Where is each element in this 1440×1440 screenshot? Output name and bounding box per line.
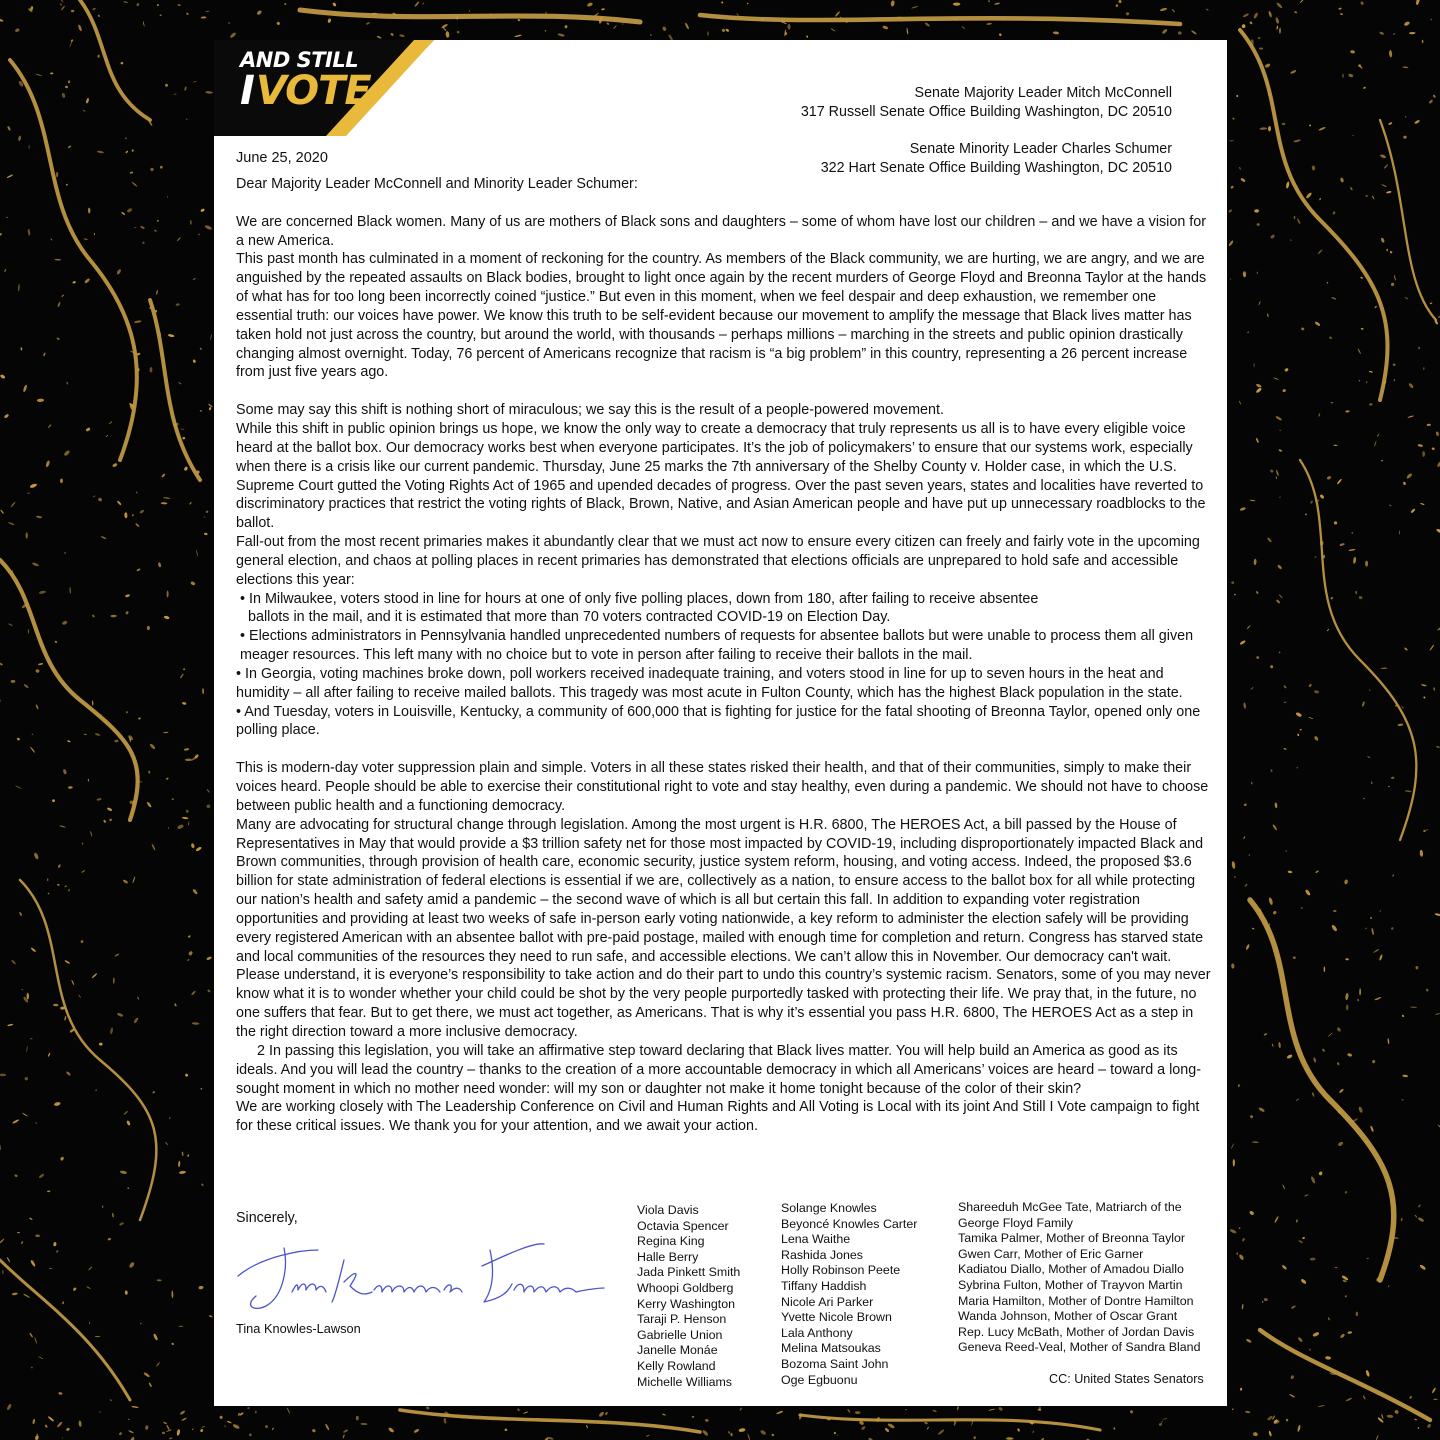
signatory-name: Wanda Johnson, Mother of Oscar Grant (958, 1309, 1178, 1324)
signatory-name: Sybrina Fulton, Mother of Trayvon Martin (958, 1277, 1183, 1292)
signatory-name: Gabrielle Union (637, 1327, 723, 1342)
signatory-name: Nicole Ari Parker (781, 1294, 874, 1309)
signatory-name: Holly Robinson Peete (781, 1263, 901, 1278)
paragraph: Please understand, it is everyone’s responsibility to take action and do their part to undo this country’s systemic racism. Senators, some of you may never know what it is to wonder whether your child could be shot by the very people purportedly tasked with protecting their life. We pray that, in the future, no one suffers that fear. But to get there, we must act together, as Americans. That is why it’s essential you pass H.R. 6800, The HEROES Act as a step in the right direction toward a more inclusive democracy. (236, 967, 1211, 1040)
handwritten-signature (232, 1236, 612, 1316)
paragraph: 2 In passing this legislation, you will take an affirmative step toward declaring that Black lives matter. You will help build an America as good as its ideals. And you will lead the country – thanks to the creation of a more accountable democracy in which all Americans’ voices are heard – toward a long-sought moment in which no mother need wonder: will my son or daughter not make it home tonight because of the color of their skin? (236, 1042, 1202, 1097)
bullet-item: • Elections administrators in Pennsylvania handled unprecedented numbers of requests for absentee ballots but were unable to process them all given meager resources. This left many with no choice but to vote in person after failing to receive their ballots in the mail. (240, 628, 1194, 664)
signatory-name: Kerry Washington (637, 1296, 736, 1311)
signatory-name: Kadiatou Diallo, Mother of Amadou Diallo (958, 1262, 1184, 1277)
signatory-name: Kelly Rowland (637, 1358, 716, 1373)
signatory-name: Lala Anthony (781, 1325, 853, 1340)
signatory-name: Michelle Williams (637, 1374, 733, 1389)
signatories-column-1 (637, 1203, 740, 1390)
signatories-column-3 (958, 1200, 1200, 1356)
paragraph: Some may say this shift is nothing short of miraculous; we say this is the result of a people-powered movement. (236, 402, 944, 419)
logo-word-vote: VOTE (255, 68, 371, 114)
signatory-name: Whoopi Goldberg (637, 1280, 734, 1295)
recipient-title: Senate Majority Leader Mitch McConnell (914, 85, 1172, 101)
signatory-name: Rashida Jones (781, 1247, 863, 1262)
cc-line: CC: United States Senators (1049, 1372, 1204, 1386)
paragraph: We are working closely with The Leadership Conference on Civil and Human Rights and All Voting is Local with its joint And Still I Vote campaign to fight for these critical issues. We thank you for your attention, and we await your action. (236, 1099, 1200, 1135)
signatory-name: Melina Matsoukas (781, 1341, 881, 1356)
logo-text-top: AND STILL (240, 48, 359, 72)
signatory-name: Solange Knowles (781, 1201, 877, 1215)
paragraph: Fall-out from the most recent primaries makes it abundantly clear that we must act now to ensure every citizen can freely and fairly vote in the upcoming general election, and chaos at polling places in recent primaries has demonstrated that elections officials are unprepared to hold safe and accessible elections this year: (236, 534, 1200, 588)
signatory-name: Shareeduh McGee Tate, Matriarch of the (958, 1200, 1182, 1214)
bullet-item: • And Tuesday, voters in Louisville, Kentucky, a community of 600,000 that is fighting for justice for the fatal shooting of Breonna Taylor, opened only one polling place. (236, 703, 1201, 739)
signatory-name: Geneva Reed-Veal, Mother of Sandra Bland (958, 1340, 1201, 1355)
signatory-name: George Floyd Family (958, 1215, 1073, 1230)
recipient-address: 322 Hart Senate Office Building Washington, DC 20510 (820, 160, 1172, 176)
signatory-name: Gwen Carr, Mother of Eric Garner (958, 1246, 1144, 1261)
signatory-name: Tiffany Haddish (781, 1278, 867, 1293)
letter-body (236, 175, 1211, 1136)
signatory-name: Taraji P. Henson (637, 1312, 727, 1327)
logo-letter-i: I (240, 68, 254, 114)
paragraph: We are concerned Black women. Many of us are mothers of Black sons and daughters – some of whom have lost our children – and we have a vision for a new America. (236, 213, 1207, 249)
recipient-schumer (821, 140, 1172, 178)
signatory-name: Yvette Nicole Brown (781, 1310, 892, 1325)
signatory-name: Bozoma Saint John (781, 1356, 889, 1371)
signatory-name: Janelle Monáe (637, 1343, 718, 1358)
signatory-name: Halle Berry (637, 1249, 699, 1264)
signatory-name: Tamika Palmer, Mother of Breonna Taylor (958, 1231, 1186, 1246)
bullet-item: • In Milwaukee, voters stood in line for hours at one of only five polling places, down from 180, after failing to receive absentee (240, 590, 1039, 607)
signatory-name: Jada Pinkett Smith (637, 1265, 741, 1280)
recipient-address: 317 Russell Senate Office Building Washington, DC 20510 (800, 104, 1172, 120)
bullet-item: • In Georgia, voting machines broke down, poll workers received inadequate training, and voters stood in line for up to seven hours in the heat and humidity – all after failing to receive mailed ballots. This tragedy was most acute in Fulton County, which has the highest Black population in the state. (236, 665, 1183, 701)
paragraph: This past month has culminated in a moment of reckoning for the country. As members of the Black community, we are hurting, we are angry, and we are anguished by the repeated assaults on Black bodies, brought to light once again by the recent murders of George Floyd and Breonna Taylor at the hands of what has for too long been incorrectly coined “justice.” But even in this moment, when we feel despair and deep exhaustion, we remember one essential truth: our voices have power. We know this truth to be self-evident because our movement to amplify the message that Black lives matter has taken hold not just across the country, but around the world, with thousands – perhaps millions – marching in the streets and public opinion drastically changing almost overnight. Today, 76 percent of Americans recognize that racism is “a big problem” in this country, representing a 26 percent increase from just five years ago. (236, 251, 1207, 381)
bullet-item-continued: ballots in the mail, and it is estimated that more than 70 voters contracted COVID-19 on Election Day. (248, 609, 891, 626)
paragraph: While this shift in public opinion brings us hope, we know the only way to create a democracy that truly represents us all is to have every eligible voice heard at the ballot box. Our democracy works best when everyone participates. It’s the job of policymakers’ to ensure that our systems work, especially when there is a crisis like our current pandemic. Thursday, June 25 marks the 7th anniversary of the Shelby County v. Holder case, in which the U.S. Supreme Court gutted the Voting Rights Act of 1965 and upended decades of progress. Over the past seven years, states and localities have reverted to discriminatory practices that restrict the voting rights of Black, Brown, Native, and Asian American people and have put up unnecessary roadblocks to the ballot. (236, 420, 1206, 532)
letter-page (214, 40, 1227, 1406)
recipient-title: Senate Minority Leader Charles Schumer (909, 141, 1172, 157)
letter-date: June 25, 2020 (236, 150, 328, 166)
logo-text-bottom (240, 70, 371, 112)
signer-name: Tina Knowles-Lawson (236, 1321, 361, 1336)
paragraph: Many are advocating for structural change through legislation. Among the most urgent is H.R. 6800, The HEROES Act, a bill passed by the House of Representatives in May that would provide a $3 trillion safety net for those most impacted by COVID-19, including disproportionately impacted Black and Brown communities, through provision of health care, economic security, justice system reform, housing, and voting access. Indeed, the proposed $3.6 billion for state administration of federal elections is essential if we are, collectively as a nation, to ensure access to the ballot box for all while protecting our nation’s health and safety amid a pandemic – the second wave of which is all but certain this fall. In addition to expanding voter registration opportunities and providing at least two weeks of safe in-person early voting nationwide, a key reform to administer the election safely will be providing every registered American with an absentee ballot with pre-paid postage, mailed with enough time for completion and return. Congress has starved state and local communities of the resources they need to run safe, and accessible elections. We can’t allow this in November. Our democracy can't wait. (236, 816, 1204, 965)
salutation: Dear Majority Leader McConnell and Minority Leader Schumer: (236, 176, 638, 192)
recipient-mcconnell (801, 84, 1172, 122)
signatory-name: Oge Egbuonu (781, 1372, 858, 1387)
signatory-name: Regina King (637, 1234, 705, 1249)
signatories-column-2 (781, 1201, 917, 1388)
signatory-name: Rep. Lucy McBath, Mother of Jordan Davis (958, 1324, 1195, 1339)
signatory-name: Maria Hamilton, Mother of Dontre Hamilton (958, 1293, 1194, 1308)
signatory-name: Lena Waithe (781, 1232, 851, 1247)
signatory-name: Beyoncé Knowles Carter (781, 1216, 918, 1231)
signatory-name: Viola Davis (637, 1203, 699, 1217)
and-still-i-vote-logo (214, 40, 434, 136)
closing: Sincerely, (236, 1210, 298, 1226)
signatory-name: Octavia Spencer (637, 1218, 729, 1233)
paragraph: This is modern-day voter suppression plain and simple. Voters in all these states risked their health, and that of their communities, simply to make their voices heard. People should be able to exercise their constitutional right to vote and stay healthy, even during a pandemic. We should not have to choose between public health and a functioning democracy. (236, 760, 1209, 814)
